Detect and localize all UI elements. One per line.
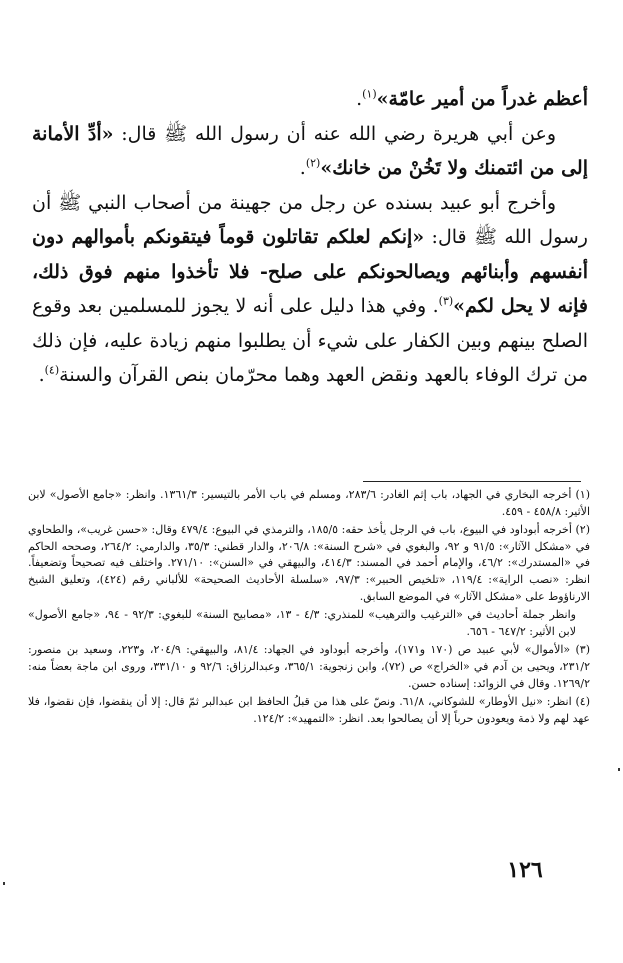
footnote-marker: (٤): [44, 363, 60, 377]
footnote-continuation: وانظر جملة أحاديث في «الترغيب والترهيب» للمنذري: ٤/٣ - ١٣، «مصابيح السنة» للبغوي: ٩٢/٣ - ٩٤، «جامع الأصول» لابن الأثير: ٦٤٧/٢ - ٦٥٦.: [28, 608, 576, 638]
text-run: وعن أبي هريرة رضي الله عنه أن رسول الله ﷺ قال:: [113, 122, 556, 145]
text-run: .: [38, 364, 45, 386]
paragraph: [32, 82, 588, 117]
page-number: ١٢٦: [507, 857, 543, 883]
footnote-marker: (٢): [305, 156, 321, 170]
edge-mark: [3, 882, 5, 885]
footnote-marker: (١): [362, 87, 377, 101]
footnote: (٢) أخرجه أبوداود في البيوع، باب في الرجل يأخذ حقه: ١٨٥/٥، والترمذي في البيوع: ٤٧٩/٤ وقال: «حسن غريب»، والطحاوي في «مشكل الآثار»: ٩١/٥ و ٩٢، والبغوي في «شرح السنة»: ٢٠٦/٨، والدار قطني: ٣٥/٣، والدارمي: ٢٦٤/٢، وصححه الحاكم في «المستدرك»: ٤٦/٢، والإمام أحمد في المسند: ٤١٤/٣، والبيهقي في «السنن»: ٢٧١/١٠. واختلف فيه تصحيحاً وتضعيفاً. انظر: «نصب الراية»: ١١٩/٤، «تلخيص الحبير»: ٩٧/٣، «سلسلة الأحاديث الصحيحة» للألباني رقم (٤٢٤)، وتعليق الشيخ الارناؤوط على «مشكل الآثار» في الموضع السابق.: [28, 523, 591, 603]
main-text: [32, 82, 588, 393]
footnote: (٤) انظر: «نيل الأوطار» للشوكاني، ٦١/٨. ونصّ على هذا من قبلُ الحافظ ابن عبدالبر ثمّ قال: إلا أن ينقضوا، فإن نقضوا، فلا عهد لهم ولا ذمة ويعودون حرباً إلا أن يصالحوا بعد. انظر: «التمهيد»: ١٢٤/٢.: [28, 695, 591, 725]
text-run: .: [299, 157, 306, 179]
edge-mark: [618, 768, 620, 771]
text-run: .: [356, 88, 363, 110]
quoted-hadith: أعظم غدراً من أمير عامّة»: [376, 88, 588, 110]
footnote-separator: [363, 481, 581, 482]
footnote-marker: (٣): [438, 294, 454, 308]
text-run: وأخرج أبو عبيد بسنده عن رجل من جهينة من أصحاب النبي ﷺ أن رسول الله ﷺ قال:: [32, 191, 588, 248]
quoted-hadith: «إنكم لعلكم تقاتلون قوماً فيتقونكم بأموالهم دون أنفسهم وأبنائهم ويصالحونكم على صلح- فلا تأخذوا منهم فوق ذلك، فإنه لا يحل لكم»: [32, 226, 588, 317]
quoted-hadith: «أدِّ الأمانة إلى من ائتمنك ولا تَخُنْ من خانك»: [32, 122, 588, 179]
footnotes: [28, 487, 590, 729]
footnote: (١) أخرجه البخاري في الجهاد، باب إثم الغادر: ٢٨٣/٦، ومسلم في باب الأمر بالتيسير: ١٣٦١/٣. وانظر: «جامع الأصول» لابن الأثير: ٤٥٨/٨ - ٤٥٩.: [28, 488, 591, 518]
paragraph: [32, 117, 588, 186]
paragraph: [32, 186, 588, 393]
text-run: . وفي هذا دليل على أنه لا يجوز للمسلمين بعد وقوع الصلح بينهم وبين الكفار على شيء أن يطلبوا منهم زيادة عليه، فإن ذلك من ترك الوفاء بالعهد ونقض العهد وهما محرّمان بنص القرآن والسنة: [32, 295, 588, 386]
footnote: (٣) «الأموال» لأبي عبيد ص (١٧٠ و١٧١)، وأخرجه أبوداود في الجهاد: ٨١/٤، والبيهقي: ٢٠٤/٩، و٢٢٣، وسعيد بن منصور: ٢٣١/٢، ويحيى بن آدم في «الخراج» ص (٧٢)، وابن زنجوية: ٣٦٥/١، وعبدالرزاق: ٩٢/٦ و ٣٣١/١٠، وروى ابن ماجة بعضاً منه: ١٢٦٩/٢. وقال في الزوائد: إسناده حسن.: [28, 643, 591, 690]
